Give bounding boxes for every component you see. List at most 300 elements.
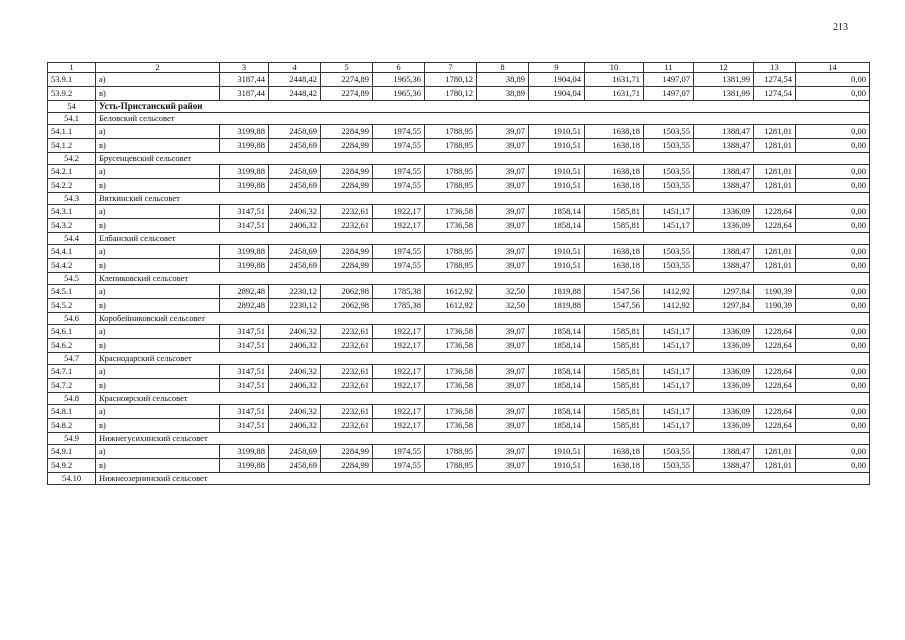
- row-code: 54.9.1: [48, 445, 96, 459]
- table-cell: 1281,01: [754, 179, 796, 193]
- table-cell: 0,00: [796, 259, 870, 273]
- table-cell: 3199,88: [220, 125, 269, 139]
- table-row: [48, 205, 870, 219]
- row-code: 54.6: [48, 313, 96, 325]
- page-number: 213: [833, 22, 848, 33]
- table-row: [48, 405, 870, 419]
- row-code: 54.9.2: [48, 459, 96, 473]
- column-header: 6: [373, 63, 425, 73]
- tariff-table: [47, 62, 870, 485]
- column-header: 7: [425, 63, 477, 73]
- table-cell: 1612,92: [425, 299, 477, 313]
- table-cell: 3147,51: [220, 379, 269, 393]
- table-cell: 1736,58: [425, 339, 477, 353]
- table-cell: 1297,84: [694, 299, 754, 313]
- table-cell: 3187,44: [220, 73, 269, 87]
- table-cell: 1638,18: [585, 179, 644, 193]
- table-cell: 1381,99: [694, 87, 754, 101]
- table-cell: 1503,55: [644, 459, 694, 473]
- table-cell: 1451,17: [644, 405, 694, 419]
- table-cell: 1736,58: [425, 325, 477, 339]
- table-cell: 1922,17: [373, 365, 425, 379]
- table-cell: 2892,48: [220, 285, 269, 299]
- table-cell: 1297,84: [694, 285, 754, 299]
- column-header: 13: [754, 63, 796, 73]
- table-cell: 1638,18: [585, 165, 644, 179]
- table-cell: 1965,36: [373, 73, 425, 87]
- table-cell: 39,07: [477, 339, 529, 353]
- column-header: 1: [48, 63, 96, 73]
- table-cell: 1228,64: [754, 419, 796, 433]
- row-code: 54.5.1: [48, 285, 96, 299]
- table-cell: 39,07: [477, 165, 529, 179]
- table-cell: 1910,51: [529, 245, 585, 259]
- table-cell: 1910,51: [529, 179, 585, 193]
- table-cell: 1190,39: [754, 285, 796, 299]
- row-code: 54.6.2: [48, 339, 96, 353]
- table-cell: 1631,71: [585, 73, 644, 87]
- table-cell: 1336,09: [694, 405, 754, 419]
- table-cell: 1190,39: [754, 299, 796, 313]
- table-cell: 2406,32: [269, 419, 321, 433]
- table-cell: 1585,81: [585, 325, 644, 339]
- table-cell: 2406,32: [269, 365, 321, 379]
- table-cell: 1451,17: [644, 379, 694, 393]
- table-cell: 1585,81: [585, 419, 644, 433]
- column-header: 12: [694, 63, 754, 73]
- section-name: Беловский сельсовет: [96, 113, 870, 125]
- row-label: а): [96, 285, 220, 299]
- row-code: 53.9.1: [48, 73, 96, 87]
- table-cell: 0,00: [796, 205, 870, 219]
- table-cell: 0,00: [796, 365, 870, 379]
- table-row: [48, 165, 870, 179]
- table-cell: 39,07: [477, 459, 529, 473]
- table-cell: 1274,54: [754, 87, 796, 101]
- table-row: [48, 73, 870, 87]
- section-name: Коробейниковский сельсовет: [96, 313, 870, 325]
- table-cell: 1788,95: [425, 459, 477, 473]
- table-row: [48, 87, 870, 101]
- row-code: 54.2.1: [48, 165, 96, 179]
- table-cell: 1388,47: [694, 139, 754, 153]
- table-cell: 1974,55: [373, 245, 425, 259]
- table-cell: 0,00: [796, 325, 870, 339]
- table-cell: 38,89: [477, 87, 529, 101]
- table-cell: 0,00: [796, 405, 870, 419]
- table-cell: 1281,01: [754, 245, 796, 259]
- section-name: Нижнеозернинский сельсовет: [96, 473, 870, 485]
- row-label: в): [96, 339, 220, 353]
- table-cell: 1974,55: [373, 139, 425, 153]
- table-cell: 1858,14: [529, 379, 585, 393]
- table-cell: 1819,88: [529, 285, 585, 299]
- table-cell: 1381,99: [694, 73, 754, 87]
- table-cell: 32,50: [477, 299, 529, 313]
- column-header: 4: [269, 63, 321, 73]
- table-cell: 39,07: [477, 125, 529, 139]
- header-row: [48, 63, 870, 73]
- table-cell: 1336,09: [694, 205, 754, 219]
- table-cell: 1451,17: [644, 365, 694, 379]
- table-cell: 0,00: [796, 87, 870, 101]
- table-cell: 2406,32: [269, 325, 321, 339]
- section-row: [48, 353, 870, 365]
- table-cell: 0,00: [796, 219, 870, 233]
- table-cell: 1858,14: [529, 205, 585, 219]
- table-cell: 1788,95: [425, 165, 477, 179]
- table-cell: 1736,58: [425, 405, 477, 419]
- row-code: 54.7.2: [48, 379, 96, 393]
- table-cell: 1503,55: [644, 179, 694, 193]
- row-label: а): [96, 445, 220, 459]
- table-cell: 1412,92: [644, 299, 694, 313]
- table-cell: 2458,69: [269, 179, 321, 193]
- table-cell: 1788,95: [425, 445, 477, 459]
- table-cell: 1585,81: [585, 219, 644, 233]
- table-body: [48, 73, 870, 485]
- table-cell: 2232,61: [321, 339, 373, 353]
- column-header: 2: [96, 63, 220, 73]
- table-cell: 1274,54: [754, 73, 796, 87]
- table-cell: 3199,88: [220, 139, 269, 153]
- table-cell: 1228,64: [754, 219, 796, 233]
- table-cell: 3147,51: [220, 405, 269, 419]
- table-cell: 38,89: [477, 73, 529, 87]
- table-cell: 2284,99: [321, 259, 373, 273]
- table-cell: 3147,51: [220, 339, 269, 353]
- table-cell: 2284,99: [321, 179, 373, 193]
- table-cell: 1503,55: [644, 445, 694, 459]
- table-cell: 1547,56: [585, 299, 644, 313]
- table-cell: 1922,17: [373, 419, 425, 433]
- row-label: в): [96, 87, 220, 101]
- row-code: 54.3: [48, 193, 96, 205]
- row-label: в): [96, 379, 220, 393]
- table-cell: 3147,51: [220, 325, 269, 339]
- row-label: в): [96, 139, 220, 153]
- table-cell: 1638,18: [585, 259, 644, 273]
- column-header: 11: [644, 63, 694, 73]
- table-cell: 1388,47: [694, 445, 754, 459]
- row-label: в): [96, 219, 220, 233]
- table-cell: 1281,01: [754, 165, 796, 179]
- table-cell: 2232,61: [321, 419, 373, 433]
- row-label: в): [96, 299, 220, 313]
- table-cell: 39,07: [477, 205, 529, 219]
- table-cell: 1736,58: [425, 365, 477, 379]
- table-cell: 39,07: [477, 445, 529, 459]
- table-cell: 1785,38: [373, 299, 425, 313]
- table-cell: 1585,81: [585, 365, 644, 379]
- table-cell: 2232,61: [321, 379, 373, 393]
- table-cell: 2232,61: [321, 365, 373, 379]
- table-cell: 1503,55: [644, 165, 694, 179]
- table-cell: 0,00: [796, 419, 870, 433]
- row-label: а): [96, 365, 220, 379]
- table-cell: 3147,51: [220, 419, 269, 433]
- table-cell: 1497,07: [644, 87, 694, 101]
- table-row: [48, 419, 870, 433]
- table-cell: 2406,32: [269, 219, 321, 233]
- section-name: Краснодарский сельсовет: [96, 353, 870, 365]
- table-cell: 1922,17: [373, 339, 425, 353]
- row-label: а): [96, 125, 220, 139]
- table-cell: 0,00: [796, 139, 870, 153]
- table-cell: 1638,18: [585, 139, 644, 153]
- table-cell: 1736,58: [425, 419, 477, 433]
- table-cell: 3199,88: [220, 259, 269, 273]
- table-cell: 2284,99: [321, 139, 373, 153]
- table-cell: 39,07: [477, 179, 529, 193]
- table-cell: 1910,51: [529, 139, 585, 153]
- table-row: [48, 365, 870, 379]
- table-cell: 1281,01: [754, 125, 796, 139]
- table-cell: 1785,38: [373, 285, 425, 299]
- row-label: в): [96, 179, 220, 193]
- table-cell: 2062,98: [321, 299, 373, 313]
- table-cell: 1336,09: [694, 379, 754, 393]
- table-cell: 1612,92: [425, 285, 477, 299]
- section-row: [48, 113, 870, 125]
- table-cell: 1281,01: [754, 259, 796, 273]
- row-code: 53.9.2: [48, 87, 96, 101]
- table-cell: 1388,47: [694, 179, 754, 193]
- row-code: 54.4.1: [48, 245, 96, 259]
- row-code: 54.6.1: [48, 325, 96, 339]
- table-cell: 2284,99: [321, 165, 373, 179]
- table-cell: 1388,47: [694, 259, 754, 273]
- table-cell: 2458,69: [269, 165, 321, 179]
- section-name: Елбанский сельсовет: [96, 233, 870, 245]
- table-cell: 1965,36: [373, 87, 425, 101]
- table-cell: 2284,99: [321, 125, 373, 139]
- table-cell: 1974,55: [373, 125, 425, 139]
- table-cell: 1858,14: [529, 339, 585, 353]
- table-cell: 1412,92: [644, 285, 694, 299]
- table-cell: 2062,98: [321, 285, 373, 299]
- row-code: 54.10: [48, 473, 96, 485]
- table-row: [48, 459, 870, 473]
- column-header: 10: [585, 63, 644, 73]
- table-cell: 1922,17: [373, 325, 425, 339]
- table-cell: 1922,17: [373, 405, 425, 419]
- table-cell: 2458,69: [269, 139, 321, 153]
- row-code: 54.8.1: [48, 405, 96, 419]
- row-code: 54.9: [48, 433, 96, 445]
- row-label: а): [96, 165, 220, 179]
- row-label: а): [96, 325, 220, 339]
- table-cell: 0,00: [796, 445, 870, 459]
- table-cell: 2406,32: [269, 205, 321, 219]
- row-label: в): [96, 459, 220, 473]
- table-cell: 1910,51: [529, 259, 585, 273]
- section-row: [48, 393, 870, 405]
- table-cell: 2892,48: [220, 299, 269, 313]
- table-cell: 0,00: [796, 179, 870, 193]
- table-row: [48, 139, 870, 153]
- table-cell: 1451,17: [644, 205, 694, 219]
- table-row: [48, 445, 870, 459]
- table-cell: 1904,04: [529, 73, 585, 87]
- table-cell: 39,07: [477, 379, 529, 393]
- table-cell: 2230,12: [269, 299, 321, 313]
- table-row: [48, 259, 870, 273]
- row-code: 54.5.2: [48, 299, 96, 313]
- region-row: [48, 101, 870, 113]
- table-cell: 3199,88: [220, 245, 269, 259]
- table-cell: 3199,88: [220, 459, 269, 473]
- table-cell: 32,50: [477, 285, 529, 299]
- row-label: в): [96, 419, 220, 433]
- row-code: 54.5: [48, 273, 96, 285]
- section-row: [48, 273, 870, 285]
- table-row: [48, 379, 870, 393]
- row-label: в): [96, 259, 220, 273]
- row-code: 54.7.1: [48, 365, 96, 379]
- table-cell: 2406,32: [269, 405, 321, 419]
- table-cell: 1819,88: [529, 299, 585, 313]
- table-cell: 1336,09: [694, 219, 754, 233]
- table-cell: 1497,07: [644, 73, 694, 87]
- table-cell: 0,00: [796, 339, 870, 353]
- column-header: 14: [796, 63, 870, 73]
- table-cell: 1281,01: [754, 459, 796, 473]
- table-cell: 1503,55: [644, 125, 694, 139]
- table-cell: 1638,18: [585, 245, 644, 259]
- table-cell: 39,07: [477, 139, 529, 153]
- table-cell: 1736,58: [425, 205, 477, 219]
- table-cell: 2458,69: [269, 125, 321, 139]
- row-code: 54.8.2: [48, 419, 96, 433]
- table-cell: 1281,01: [754, 139, 796, 153]
- row-code: 54.4: [48, 233, 96, 245]
- table-row: [48, 285, 870, 299]
- table-cell: 1974,55: [373, 459, 425, 473]
- table-cell: 2458,69: [269, 259, 321, 273]
- table-cell: 1788,95: [425, 245, 477, 259]
- table-cell: 39,07: [477, 219, 529, 233]
- table-cell: 2284,99: [321, 445, 373, 459]
- table-cell: 1858,14: [529, 419, 585, 433]
- table-cell: 1503,55: [644, 259, 694, 273]
- table-cell: 3147,51: [220, 365, 269, 379]
- table-cell: 1451,17: [644, 325, 694, 339]
- table-cell: 1910,51: [529, 459, 585, 473]
- row-code: 54.8: [48, 393, 96, 405]
- table-cell: 1585,81: [585, 339, 644, 353]
- table-cell: 2448,42: [269, 87, 321, 101]
- table-cell: 2274,89: [321, 87, 373, 101]
- table-cell: 1336,09: [694, 325, 754, 339]
- table-cell: 1910,51: [529, 125, 585, 139]
- table-cell: 0,00: [796, 73, 870, 87]
- table-cell: 39,07: [477, 405, 529, 419]
- table-cell: 1631,71: [585, 87, 644, 101]
- column-header: 5: [321, 63, 373, 73]
- table-cell: 1858,14: [529, 219, 585, 233]
- table-cell: 3147,51: [220, 219, 269, 233]
- row-code: 54.7: [48, 353, 96, 365]
- table-cell: 0,00: [796, 299, 870, 313]
- table-cell: 1585,81: [585, 405, 644, 419]
- row-label: а): [96, 245, 220, 259]
- table-cell: 39,07: [477, 245, 529, 259]
- table-cell: 2406,32: [269, 339, 321, 353]
- table-cell: 1910,51: [529, 445, 585, 459]
- table-row: [48, 299, 870, 313]
- table-cell: 1974,55: [373, 259, 425, 273]
- table-cell: 1585,81: [585, 379, 644, 393]
- table-cell: 1974,55: [373, 179, 425, 193]
- row-code: 54.3.2: [48, 219, 96, 233]
- table-cell: 3199,88: [220, 179, 269, 193]
- table-cell: 1910,51: [529, 165, 585, 179]
- table-cell: 39,07: [477, 325, 529, 339]
- column-header: 8: [477, 63, 529, 73]
- table-cell: 1638,18: [585, 125, 644, 139]
- row-code: 54.1.2: [48, 139, 96, 153]
- section-row: [48, 193, 870, 205]
- table-row: [48, 339, 870, 353]
- row-code: 54.2: [48, 153, 96, 165]
- region-name: Усть-Пристанский район: [96, 101, 870, 113]
- table-cell: 2284,99: [321, 245, 373, 259]
- table-cell: 2232,61: [321, 205, 373, 219]
- table-cell: 1638,18: [585, 445, 644, 459]
- table-cell: 1388,47: [694, 165, 754, 179]
- table-cell: 1788,95: [425, 139, 477, 153]
- table-cell: 0,00: [796, 165, 870, 179]
- table-cell: 1336,09: [694, 419, 754, 433]
- table-cell: 1904,04: [529, 87, 585, 101]
- table-cell: 1336,09: [694, 339, 754, 353]
- table-cell: 1788,95: [425, 179, 477, 193]
- column-header: 9: [529, 63, 585, 73]
- table-cell: 2284,99: [321, 459, 373, 473]
- row-code: 54.1: [48, 113, 96, 125]
- table-cell: 1336,09: [694, 365, 754, 379]
- table-cell: 1788,95: [425, 125, 477, 139]
- row-label: а): [96, 205, 220, 219]
- section-name: Красноярский сельсовет: [96, 393, 870, 405]
- table-cell: 39,07: [477, 419, 529, 433]
- table-cell: 0,00: [796, 245, 870, 259]
- table-cell: 1638,18: [585, 459, 644, 473]
- table-cell: 3147,51: [220, 205, 269, 219]
- table-cell: 0,00: [796, 285, 870, 299]
- table-cell: 1922,17: [373, 219, 425, 233]
- table-row: [48, 219, 870, 233]
- table-cell: 1228,64: [754, 325, 796, 339]
- row-code: 54.1.1: [48, 125, 96, 139]
- table-cell: 2232,61: [321, 325, 373, 339]
- section-row: [48, 473, 870, 485]
- table-cell: 0,00: [796, 379, 870, 393]
- section-row: [48, 433, 870, 445]
- section-name: Вяткинский сельсовет: [96, 193, 870, 205]
- table-cell: 1388,47: [694, 245, 754, 259]
- table-cell: 1228,64: [754, 339, 796, 353]
- row-code: 54.3.1: [48, 205, 96, 219]
- column-header: 3: [220, 63, 269, 73]
- row-label: а): [96, 73, 220, 87]
- table-cell: 39,07: [477, 259, 529, 273]
- table-cell: 2458,69: [269, 245, 321, 259]
- table-cell: 1780,12: [425, 73, 477, 87]
- table-cell: 1585,81: [585, 205, 644, 219]
- table-cell: 1228,64: [754, 379, 796, 393]
